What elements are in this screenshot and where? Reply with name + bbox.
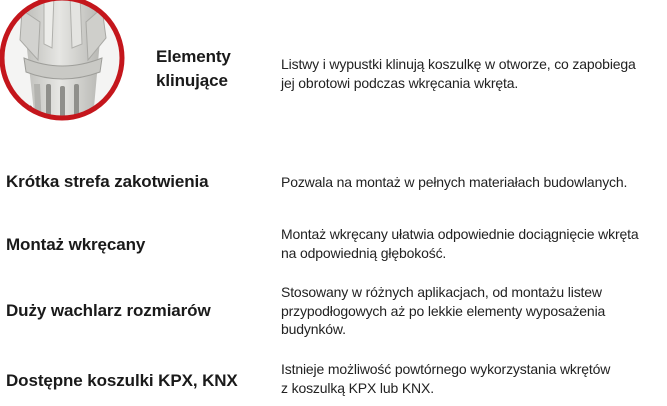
anchor-wedge-illustration bbox=[0, 0, 128, 130]
feature-desc-line: z koszulką KPX lub KNX. bbox=[281, 379, 434, 396]
feature-desc-screw-mounting bbox=[281, 225, 639, 262]
feature-title-line: Dostępne koszulki KPX, KNX bbox=[6, 371, 238, 390]
feature-title-line: Duży wachlarz rozmiarów bbox=[6, 301, 211, 320]
feature-desc-size-range bbox=[281, 283, 605, 339]
feature-desc-line: na odpowiednią głębokość. bbox=[281, 244, 447, 261]
feature-desc-line: Montaż wkręcany ułatwia odpowiednie dociągnięcie wkręta bbox=[281, 226, 639, 242]
feature-desc-line: Stosowany w różnych aplikacjach, od montażu listew bbox=[281, 284, 602, 300]
feature-title-wedging-elements bbox=[156, 45, 231, 93]
feature-title-short-anchoring-zone bbox=[6, 170, 209, 194]
feature-desc-available-sleeves bbox=[281, 360, 610, 397]
feature-title-line: Elementy bbox=[156, 47, 231, 66]
feature-desc-line: Istnieje możliwość powtórnego wykorzystania wkrętów bbox=[281, 361, 611, 377]
feature-desc-line: przypodłogowych aż po lekkie elementy wyposażenia bbox=[281, 302, 606, 319]
feature-desc-line: budynków. bbox=[281, 321, 346, 337]
feature-desc-wedging-elements bbox=[281, 55, 636, 92]
feature-desc-line: Pozwala na montaż w pełnych materiałach budowlanych. bbox=[281, 174, 628, 190]
feature-desc-line: jej obrotowi podczas wkręcania wkręta. bbox=[281, 74, 519, 91]
feature-title-line: Krótka strefa zakotwienia bbox=[6, 172, 209, 191]
feature-title-available-sleeves bbox=[6, 369, 238, 393]
feature-title-size-range bbox=[6, 299, 211, 323]
feature-desc-line: Listwy i wypustki klinują koszulkę w otworze, co zapobiega bbox=[281, 56, 636, 72]
feature-title-line: klinujące bbox=[156, 71, 228, 90]
feature-title-line: Montaż wkręcany bbox=[6, 235, 146, 254]
feature-title-screw-mounting bbox=[6, 233, 145, 257]
feature-desc-short-anchoring-zone bbox=[281, 173, 627, 192]
